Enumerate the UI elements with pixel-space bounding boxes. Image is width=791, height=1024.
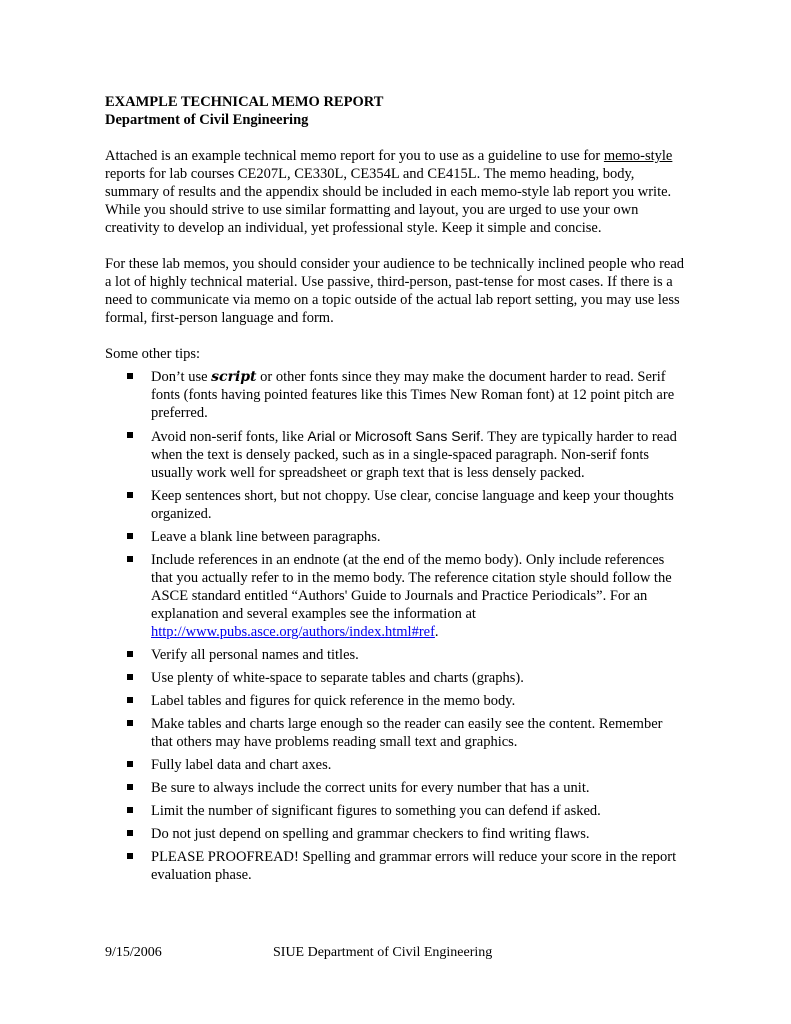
- list-item: Avoid non-serif fonts, like Arial or Microsoft Sans Serif. They are typically harder to read when the text is densely packed, such as in a single-spaced paragraph. Non-serif fonts usually work well for spreadsheet or graph text that is less densely packed.: [105, 427, 685, 482]
- footer-org: SIUE Department of Civil Engineering: [273, 945, 493, 960]
- memo-body: [105, 93, 685, 884]
- arial-sample: Arial: [307, 428, 336, 444]
- list-item: Fully label data and chart axes.: [105, 756, 685, 774]
- bullet-icon: [127, 853, 133, 859]
- asce-reference-link[interactable]: http://www.pubs.asce.org/authors/index.html#ref: [151, 624, 435, 640]
- tips-heading: Some other tips:: [105, 346, 201, 362]
- intro-text-1: Attached is an example technical memo report for you to use as a guideline to use for: [105, 148, 604, 164]
- list-item: Include references in an endnote (at the end of the memo body). Only include references that you actually refer to in the memo body. The reference citation style should follow the ASCE standard entitled “Authors' Guide to Journals and Practice Periodicals”. For an explanation and several examples see the information at http://www.pubs.asce.org/authors/index.html#ref.: [105, 551, 685, 641]
- list-item: PLEASE PROOFREAD! Spelling and grammar errors will reduce your score in the report evaluation phase.: [105, 848, 685, 884]
- list-item: Do not just depend on spelling and grammar checkers to find writing flaws.: [105, 825, 685, 843]
- list-item: Verify all personal names and titles.: [105, 646, 685, 664]
- bullet-icon: [127, 807, 133, 813]
- list-item: Don’t use script or other fonts since they may make the document harder to read. Serif fonts (fonts having pointed features like this Times New Roman font) at 12 point pitch are preferred.: [105, 368, 685, 422]
- bullet-icon: [127, 674, 133, 680]
- list-item: Make tables and charts large enough so the reader can easily see the content. Remember that others may have problems reading small text and graphics.: [105, 715, 685, 751]
- bullet-icon: [127, 720, 133, 726]
- bullet-icon: [127, 556, 133, 562]
- list-item: Leave a blank line between paragraphs.: [105, 528, 685, 546]
- list-item: Be sure to always include the correct units for every number that has a unit.: [105, 779, 685, 797]
- audience-paragraph: For these lab memos, you should consider your audience to be technically inclined people who read a lot of highly technical material. Use passive, third-person, past-tense for most cases. If there is a need to communicate via memo on a topic outside of the actual lab report setting, you may use less formal, first-person language and form.: [105, 256, 685, 326]
- intro-text-2: reports for lab courses CE207L, CE330L, CE354L and CE415L. The memo heading, body, summary of results and the appendix should be included in each memo-style lab report you write. While you should strive to use similar formatting and layout, you are urged to use your own creativity to develop an individual, yet professional style. Keep it simple and concise.: [105, 166, 672, 236]
- bullet-icon: [127, 651, 133, 657]
- bullet-icon: [127, 373, 133, 379]
- bullet-icon: [127, 830, 133, 836]
- ms-sans-sample: Microsoft Sans Serif.: [354, 428, 484, 444]
- list-item: Use plenty of white-space to separate tables and charts (graphs).: [105, 669, 685, 687]
- intro-paragraph: [105, 147, 685, 237]
- document-title: EXAMPLE TECHNICAL MEMO REPORT: [105, 94, 384, 110]
- bullet-icon: [127, 697, 133, 703]
- document-subtitle: Department of Civil Engineering: [105, 112, 309, 128]
- bullet-icon: [127, 784, 133, 790]
- list-item: Label tables and figures for quick reference in the memo body.: [105, 692, 685, 710]
- footer-date: 9/15/2006: [105, 945, 162, 960]
- script-word: script: [211, 369, 257, 385]
- bullet-icon: [127, 761, 133, 767]
- list-item: Keep sentences short, but not choppy. Use clear, concise language and keep your thoughts organized.: [105, 487, 685, 523]
- bullet-icon: [127, 492, 133, 498]
- memo-style-underlined: memo-style: [603, 148, 673, 164]
- list-item: Limit the number of significant figures to something you can defend if asked.: [105, 802, 685, 820]
- tips-list: [105, 368, 685, 884]
- bullet-icon: [127, 432, 133, 438]
- bullet-icon: [127, 533, 133, 539]
